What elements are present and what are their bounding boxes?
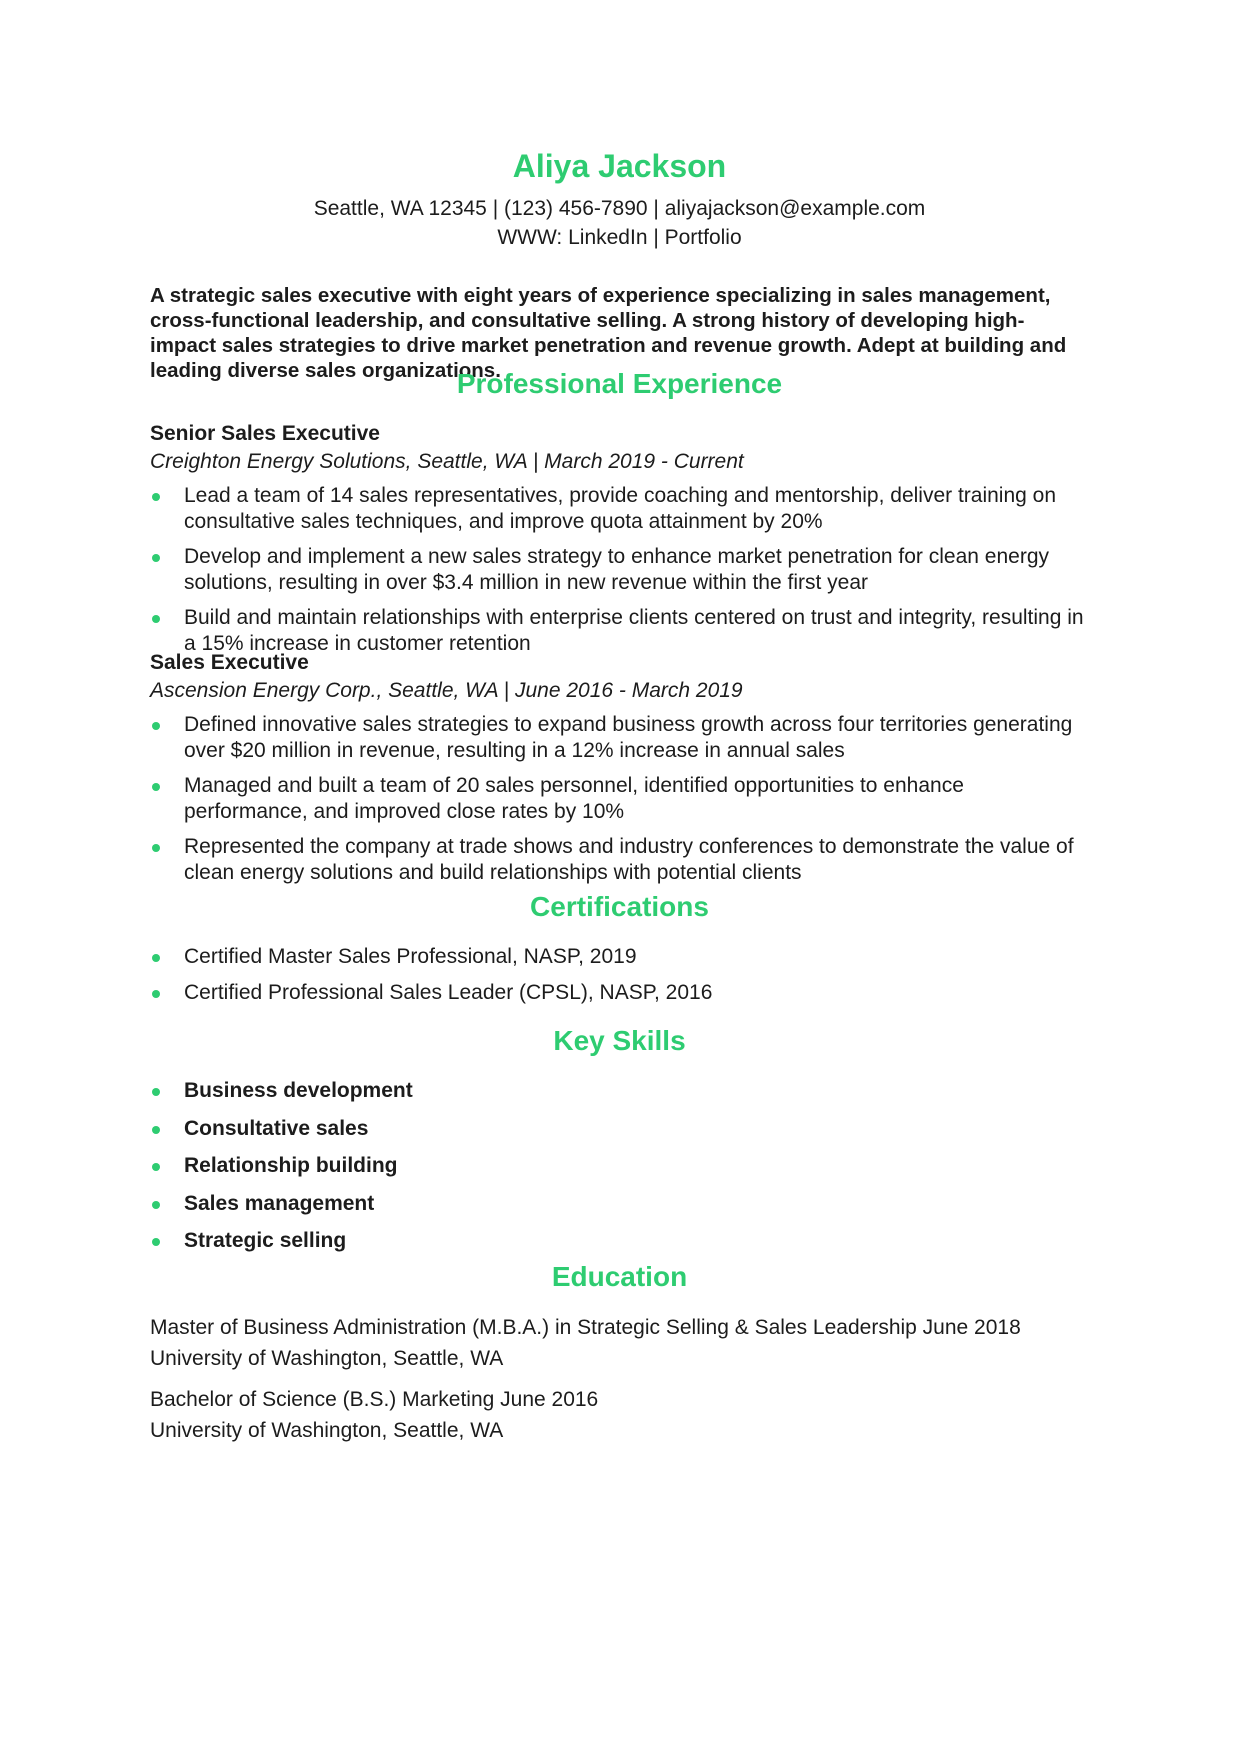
list-item bbox=[150, 483, 1090, 534]
job-title: Senior Sales Executive bbox=[150, 422, 380, 445]
bullet-text: Build and maintain relationships with enterprise clients centered on trust and integrity, resulting in a 15% increase in customer retention bbox=[184, 606, 1084, 655]
professional-summary: A strategic sales executive with eight years of experience specializing in sales management, cross-functional leadership, and consultative selling. A strong history of developing high-impact sales strategies to drive market penetration and revenue growth. Adept at building and leading diverse sales organizations. bbox=[150, 284, 1067, 382]
bullet-icon bbox=[152, 615, 160, 623]
job-title: Sales Executive bbox=[150, 651, 309, 674]
bullet-icon bbox=[152, 493, 160, 501]
skill-text: Relationship building bbox=[184, 1154, 398, 1177]
bullet-icon bbox=[152, 990, 160, 998]
contact-line: Seattle, WA 12345 | (123) 456-7890 | aliyajackson@example.com bbox=[313, 197, 926, 220]
skill-text: Consultative sales bbox=[184, 1116, 369, 1140]
education-degree: Master of Business Administration (M.B.A.) in Strategic Selling & Sales Leadership June 2018 bbox=[150, 1316, 1021, 1339]
certification-text: Certified Professional Sales Leader (CPSL), NASP, 2016 bbox=[184, 981, 713, 1004]
bullet-text: Defined innovative sales strategies to expand business growth across four territories generating over $20 million in revenue, resulting in a 12% increase in annual sales bbox=[184, 713, 1073, 762]
experience-heading: Professional Experience bbox=[456, 368, 783, 399]
skill-text: Business development bbox=[184, 1079, 413, 1102]
list-item bbox=[150, 1228, 1090, 1254]
education-degree: Bachelor of Science (B.S.) Marketing June 2016 bbox=[150, 1388, 599, 1411]
links-line: WWW: LinkedIn | Portfolio bbox=[497, 226, 742, 249]
bullet-text: Managed and built a team of 20 sales personnel, identified opportunities to enhance performance, and improved close rates by 10% bbox=[184, 774, 964, 823]
bullet-icon bbox=[152, 844, 160, 852]
list-item bbox=[150, 1078, 1090, 1104]
certification-text: Certified Master Sales Professional, NASP, 2019 bbox=[184, 945, 637, 968]
list-item bbox=[150, 773, 1090, 824]
skills-list bbox=[150, 1078, 1090, 1266]
bullet-icon bbox=[152, 1126, 160, 1134]
list-item bbox=[150, 712, 1090, 763]
bullet-text: Lead a team of 14 sales representatives, provide coaching and mentorship, deliver training on consultative sales techniques, and improve quota attainment by 20% bbox=[184, 484, 1057, 533]
certifications-heading: Certifications bbox=[530, 891, 709, 922]
bullet-icon bbox=[152, 954, 160, 962]
list-item bbox=[150, 1116, 1090, 1142]
list-item bbox=[150, 944, 1090, 970]
education-school: University of Washington, Seattle, WA bbox=[150, 1419, 504, 1442]
skill-text: Strategic selling bbox=[184, 1229, 347, 1252]
job-bullets bbox=[150, 483, 1090, 666]
bullet-icon bbox=[152, 554, 160, 562]
bullet-icon bbox=[152, 1088, 160, 1096]
list-item bbox=[150, 980, 1090, 1006]
list-item bbox=[150, 834, 1090, 885]
job-company-dates: Creighton Energy Solutions, Seattle, WA | March 2019 - Current bbox=[150, 450, 744, 473]
skill-text: Sales management bbox=[184, 1191, 375, 1215]
bullet-icon bbox=[152, 783, 160, 791]
bullet-text: Develop and implement a new sales strategy to enhance market penetration for clean energy solutions, resulting in over $3.4 million in new revenue within the first year bbox=[184, 545, 1049, 594]
job-bullets bbox=[150, 712, 1090, 895]
bullet-icon bbox=[152, 722, 160, 730]
job-company-dates: Ascension Energy Corp., Seattle, WA | June 2016 - March 2019 bbox=[150, 679, 743, 702]
bullet-icon bbox=[152, 1238, 160, 1246]
list-item bbox=[150, 1153, 1090, 1179]
skills-heading: Key Skills bbox=[553, 1025, 686, 1056]
education-heading: Education bbox=[551, 1261, 688, 1292]
bullet-text: Represented the company at trade shows and industry conferences to demonstrate the value of clean energy solutions and build relationships with potential clients bbox=[184, 835, 1074, 884]
bullet-icon bbox=[152, 1163, 160, 1171]
bullet-icon bbox=[152, 1201, 160, 1209]
education-school: University of Washington, Seattle, WA bbox=[150, 1347, 504, 1370]
candidate-name: Aliya Jackson bbox=[512, 148, 727, 184]
certifications-list bbox=[150, 944, 1090, 1016]
list-item bbox=[150, 544, 1090, 595]
list-item bbox=[150, 1191, 1090, 1217]
